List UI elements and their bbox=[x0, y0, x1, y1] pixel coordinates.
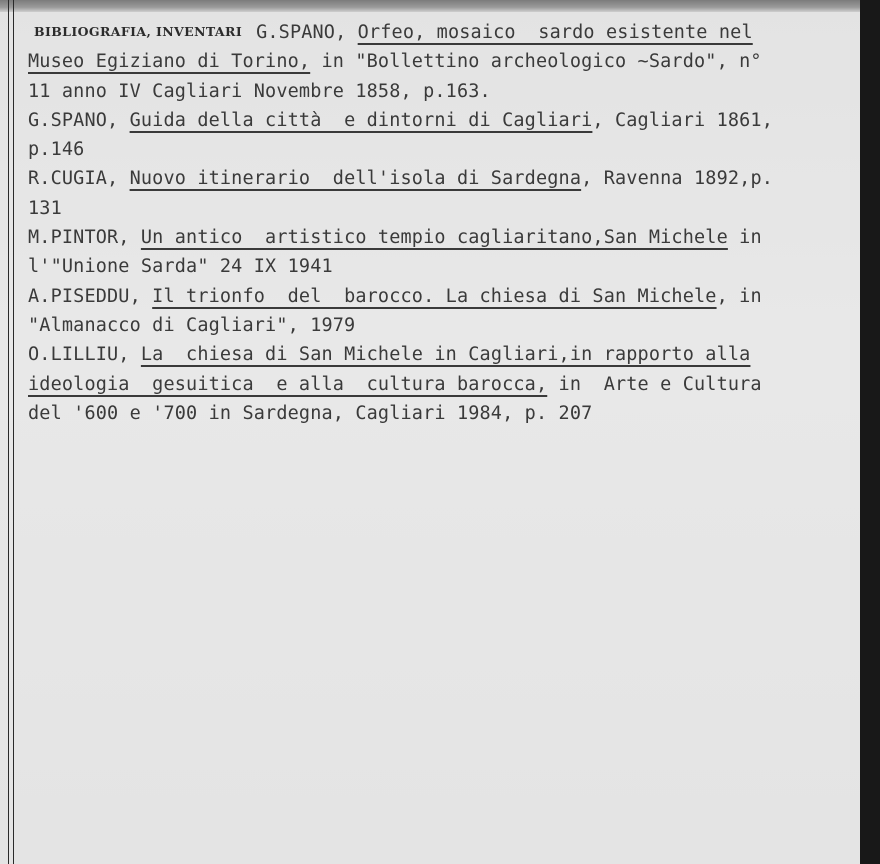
bibliography-line bbox=[28, 370, 858, 399]
citation-text: p.146 bbox=[28, 139, 85, 161]
bibliography-line bbox=[28, 135, 858, 164]
title-underlined: Un antico artistico tempio cagliaritano,San Michele bbox=[140, 227, 728, 249]
bibliography-line bbox=[28, 164, 858, 193]
bibliography-text bbox=[28, 18, 858, 428]
citation-text: l'"Unione Sarda" 24 IX 1941 bbox=[28, 256, 333, 278]
citation-text: O.LILLIU, bbox=[28, 344, 141, 366]
bibliography-line bbox=[28, 18, 858, 47]
bibliography-line bbox=[28, 252, 858, 281]
bibliography-line bbox=[28, 106, 858, 135]
citation-text: del '600 e '700 in Sardegna, Cagliari 1984, p. 207 bbox=[28, 402, 593, 424]
margin-line bbox=[13, 0, 14, 864]
citation-text: R.CUGIA, bbox=[28, 168, 130, 190]
title-underlined: ideologia gesuitica e alla cultura barocca, bbox=[28, 373, 548, 395]
section-heading: BIBLIOGRAFIA, INVENTARI bbox=[34, 24, 243, 39]
margin-line bbox=[8, 0, 9, 864]
citation-text: "Almanacco di Cagliari", 1979 bbox=[28, 314, 356, 336]
bibliography-line bbox=[28, 77, 858, 106]
bibliography-line bbox=[28, 194, 858, 223]
citation-text: , Cagliari 1861, bbox=[592, 109, 774, 131]
bibliography-line bbox=[28, 282, 858, 311]
citation-text: , in bbox=[716, 285, 762, 307]
citation-text: G.SPANO, bbox=[256, 22, 358, 43]
card-top-edge bbox=[0, 0, 880, 12]
citation-text: 131 bbox=[28, 197, 62, 219]
citation-text: M.PINTOR, bbox=[28, 227, 141, 249]
title-underlined: Orfeo, mosaico sardo esistente nel bbox=[357, 22, 753, 43]
citation-text: in "Bollettino archeologico ~Sardo", n° bbox=[310, 51, 762, 73]
bibliography-line bbox=[28, 311, 858, 340]
bibliography-line bbox=[28, 47, 858, 76]
citation-text: in Arte e Cultura bbox=[547, 373, 762, 395]
title-underlined: Il trionfo del barocco. La chiesa di San Michele bbox=[152, 285, 717, 307]
citation-text: in bbox=[727, 227, 762, 249]
title-underlined: La chiesa di San Michele in Cagliari,in rapporto alla bbox=[140, 344, 751, 366]
card-right-edge bbox=[860, 0, 880, 864]
bibliography-line bbox=[28, 223, 858, 252]
citation-text: 11 anno IV Cagliari Novembre 1858, p.163. bbox=[28, 80, 491, 102]
title-underlined: Guida della città e dintorni di Cagliari bbox=[129, 109, 593, 131]
title-underlined: Nuovo itinerario dell'isola di Sardegna bbox=[129, 168, 582, 190]
citation-text: , Ravenna 1892,p. bbox=[581, 168, 774, 190]
title-underlined: Museo Egiziano di Torino, bbox=[28, 51, 311, 73]
bibliography-line bbox=[28, 399, 858, 428]
citation-text: G.SPANO, bbox=[28, 109, 130, 131]
bibliography-line bbox=[28, 340, 858, 369]
citation-text: A.PISEDDU, bbox=[28, 285, 153, 307]
